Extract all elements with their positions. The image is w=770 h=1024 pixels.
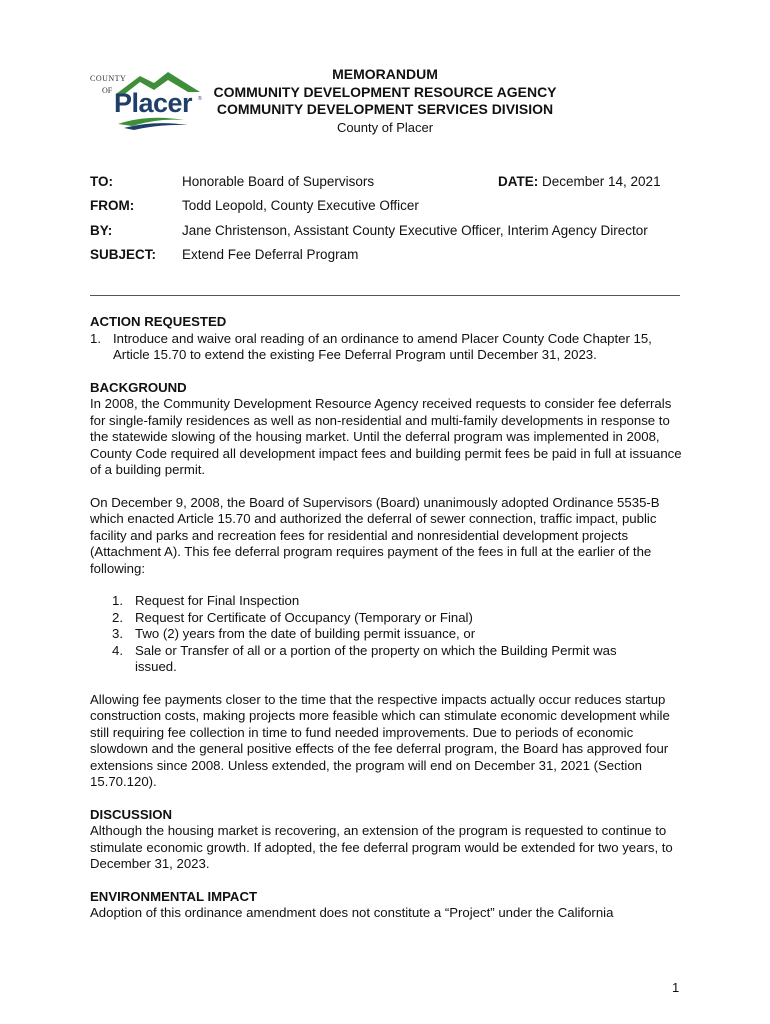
by-label: BY: (90, 223, 113, 238)
header-divider (90, 295, 680, 296)
logo-of-text: OF (102, 86, 113, 95)
list-item-text: Request for Final Inspection (135, 593, 300, 608)
action-item-text: Introduce and waive oral reading of an ordinance to amend Placer County Code Chapter 15, Article 15.70 to extend the existing Fee Deferral Program until December 31, 2023. (113, 330, 652, 362)
payment-trigger-list (112, 593, 652, 676)
environmental-impact-heading: ENVIRONMENTAL IMPACT (90, 888, 258, 904)
background-heading: BACKGROUND (90, 379, 187, 395)
list-item-text: Two (2) years from the date of building permit issuance, or (135, 626, 476, 641)
list-item-text: Request for Certificate of Occupancy (Temporary or Final) (135, 609, 473, 625)
date-value: December 14, 2021 (538, 174, 661, 189)
memo-title: MEMORANDUM (332, 66, 438, 82)
action-item (90, 331, 690, 364)
subject-label: SUBJECT: (90, 247, 157, 262)
environmental-impact-paragraph: Adoption of this ordinance amendment does not constitute a “Project” under the California (90, 905, 614, 920)
list-item-number: 2. (112, 609, 123, 625)
agency-name: COMMUNITY DEVELOPMENT RESOURCE AGENCY (213, 84, 557, 100)
discussion-paragraph: Although the housing market is recovering, an extension of the program is requested to continue to stimulate economic growth. If adopted, the fee deferral program would be extended for two years, to December 31, 2023. (90, 823, 673, 871)
action-requested-heading: ACTION REQUESTED (90, 314, 227, 329)
background-paragraph-2: On December 9, 2008, the Board of Supervisors (Board) unanimously adopted Ordinance 5535-B which enacted Article 15.70 and authorized the deferral of sewer connection, traffic impact, public facility and parks and recreation fees for residential and nonresidential development projects (Attachment A). This fee deferral program requires payment of the fees in full at the earlier of the following: (90, 494, 660, 576)
list-item (112, 593, 652, 610)
from-label: FROM: (90, 198, 135, 213)
list-item-text: Sale or Transfer of all or a portion of the property on which the Building Permit was issued. (135, 642, 617, 674)
background-paragraph-1: In 2008, the Community Development Resource Agency received requests to consider fee deferrals for single-family residences as well as non-residential and multi-family developments in response to the statewide slowing of the housing market. Until the deferral program was implemented in 2008, County Code required all development impact fees and building permit fees be paid in full at issuance of a building permit. (90, 396, 682, 477)
list-item-number: 1. (112, 593, 123, 608)
memo-body (90, 314, 690, 922)
date-label: DATE: (498, 174, 539, 189)
logo-registered-mark: ® (198, 96, 202, 102)
list-item-number: 4. (112, 642, 123, 658)
discussion-heading: DISCUSSION (90, 806, 173, 822)
logo-placer-text: Placer (114, 88, 193, 118)
county-name: County of Placer (336, 120, 434, 135)
background-paragraph-3: Allowing fee payments closer to the time that the respective impacts actually occur reduces startup construction costs, making projects more feasible which can stimulate economic development while still requiring fee collection in time to fund needed improvements. Due to periods of economic slowdown and the general positive effects of the fee deferral program, the Board has approved four extensions since 2008. Unless extended, the program will end on December 31, 2021 (Section 15.70.120). (90, 691, 670, 789)
list-item (112, 626, 652, 643)
list-item (112, 610, 652, 627)
date-field (498, 174, 661, 189)
to-value: Honorable Board of Supervisors (182, 174, 375, 189)
division-name: COMMUNITY DEVELOPMENT SERVICES DIVISION (216, 101, 554, 117)
page-number: 1 (672, 980, 680, 995)
from-value: Todd Leopold, County Executive Officer (182, 198, 419, 213)
list-item-number: 3. (112, 626, 123, 641)
by-value: Jane Christenson, Assistant County Executive Officer, Interim Agency Director (182, 223, 648, 238)
to-label: TO: (90, 174, 113, 189)
action-item-number: 1. (90, 330, 101, 346)
list-item (112, 643, 652, 676)
logo-county-text: COUNTY (90, 74, 127, 83)
subject-value: Extend Fee Deferral Program (182, 247, 359, 262)
